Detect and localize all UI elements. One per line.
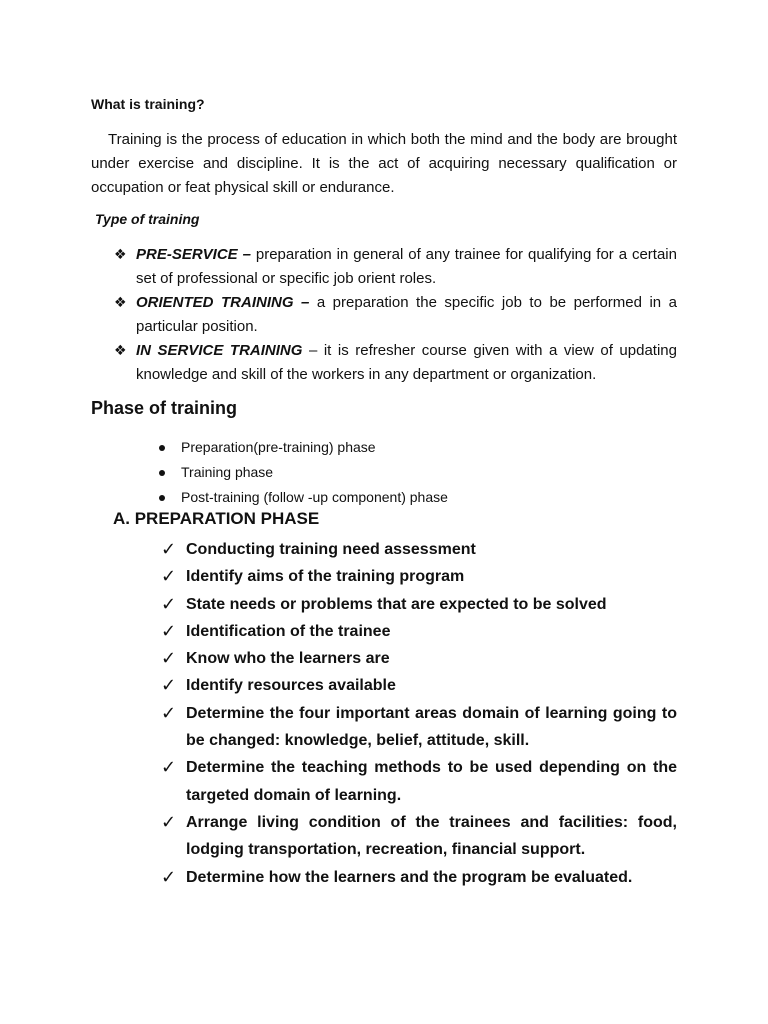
training-type-description: preparation in general of any trainee for qualifying for a certain set of professional or specific job orient roles. bbox=[136, 246, 677, 287]
training-type-description: – it is refresher course given with a view of updating knowledge and skill of the workers in any department or organization. bbox=[136, 342, 677, 383]
phase-label: Post-training (follow -up component) phase bbox=[181, 489, 448, 505]
phase-item bbox=[181, 485, 448, 510]
intro-paragraph: Training is the process of education in which both the mind and the body are brought under exercise and discipline. It is the act of acquiring necessary qualification or occupation or feat physical skill or endurance. bbox=[91, 131, 677, 196]
checklist-item bbox=[161, 672, 677, 699]
bullet-dot-icon bbox=[159, 445, 165, 451]
preparation-checklist bbox=[161, 536, 677, 891]
bullet-dot-icon bbox=[159, 495, 165, 501]
diamond-bullet-icon: ❖ bbox=[114, 343, 127, 359]
checklist-item bbox=[161, 536, 677, 563]
checklist-item bbox=[161, 563, 677, 590]
checklist-item bbox=[161, 645, 677, 672]
checklist-text: Identify aims of the training program bbox=[186, 568, 465, 586]
bullet-dot-icon bbox=[159, 470, 165, 476]
checkmark-icon: ✓ bbox=[161, 811, 177, 833]
checkmark-icon: ✓ bbox=[161, 593, 177, 615]
type-of-training-title: Type of training bbox=[95, 211, 200, 227]
checklist-item bbox=[161, 700, 677, 755]
checklist-item bbox=[161, 809, 677, 864]
checklist-text: Identification of the trainee bbox=[186, 622, 391, 640]
diamond-bullet-icon: ❖ bbox=[114, 295, 127, 311]
checkmark-icon: ✓ bbox=[161, 866, 177, 888]
phase-label: Training phase bbox=[181, 464, 274, 480]
training-type-term: IN SERVICE TRAINING bbox=[136, 342, 303, 359]
checkmark-icon: ✓ bbox=[161, 539, 177, 560]
training-type-item bbox=[114, 291, 677, 339]
training-type-item bbox=[114, 243, 677, 291]
checklist-text: Determine how the learners and the program be evaluated. bbox=[186, 868, 633, 886]
phase-item bbox=[181, 435, 448, 460]
training-type-term: ORIENTED TRAINING – bbox=[136, 294, 310, 311]
checkmark-icon: ✓ bbox=[161, 566, 177, 588]
checklist-item bbox=[161, 864, 677, 891]
checklist-text: Know who the learners are bbox=[186, 650, 390, 668]
checklist-text: Conducting training need assessment bbox=[186, 541, 476, 558]
checklist-item bbox=[161, 591, 677, 618]
phase-item bbox=[181, 460, 448, 485]
checklist-item bbox=[161, 754, 677, 809]
phase-of-training-title: Phase of training bbox=[91, 398, 238, 418]
phase-label: Preparation(pre-training) phase bbox=[181, 439, 376, 455]
checkmark-icon: ✓ bbox=[161, 757, 177, 779]
preparation-phase-title: A. PREPARATION PHASE bbox=[113, 509, 320, 528]
diamond-bullet-icon: ❖ bbox=[114, 247, 127, 263]
training-type-description: a preparation the specific job to be performed in a particular position. bbox=[136, 294, 677, 335]
page-heading: What is training? bbox=[91, 96, 205, 112]
checkmark-icon: ✓ bbox=[161, 648, 177, 670]
checklist-text: Identify resources available bbox=[186, 677, 396, 695]
checklist-text: State needs or problems that are expected to be solved bbox=[186, 595, 607, 613]
training-type-item bbox=[114, 339, 677, 387]
training-types-list bbox=[114, 243, 677, 387]
checkmark-icon: ✓ bbox=[161, 702, 177, 724]
checkmark-icon: ✓ bbox=[161, 675, 177, 697]
checkmark-icon: ✓ bbox=[161, 620, 177, 642]
checklist-item bbox=[161, 618, 677, 645]
checklist-text: Arrange living condition of the trainees and facilities: food, lodging transportation, recreation, financial support. bbox=[186, 813, 677, 859]
phases-list bbox=[181, 435, 448, 510]
checklist-text: Determine the teaching methods to be used depending on the targeted domain of learning. bbox=[186, 759, 677, 804]
checklist-text: Determine the four important areas domain of learning going to be changed: knowledge, belief, attitude, skill. bbox=[186, 704, 677, 750]
training-type-term: PRE-SERVICE – bbox=[136, 246, 251, 263]
